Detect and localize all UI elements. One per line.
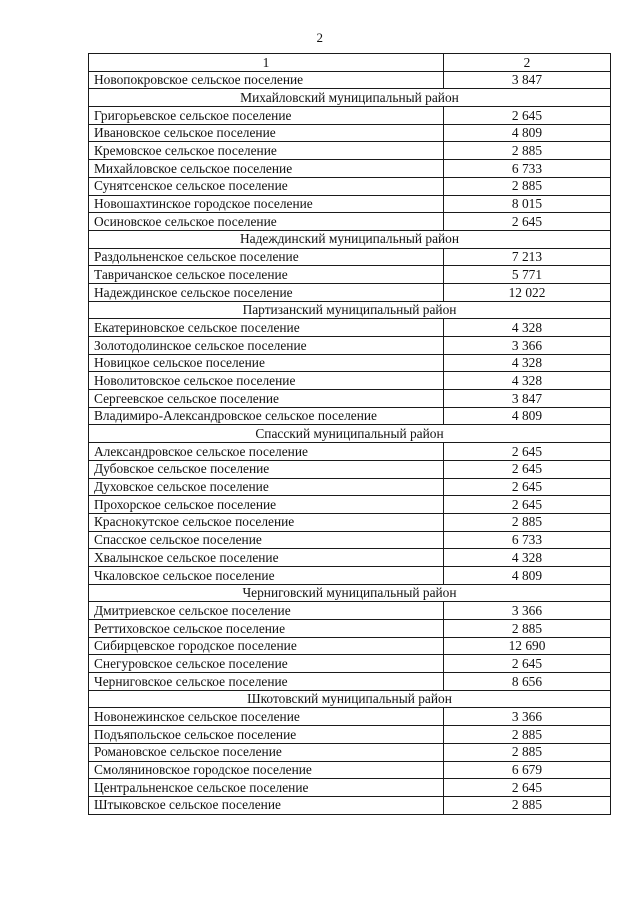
settlement-name: Григорьевское сельское поселение bbox=[89, 107, 444, 125]
table-row bbox=[89, 71, 611, 89]
settlement-name: Центральненское сельское поселение bbox=[89, 779, 444, 797]
settlement-value: 4 809 bbox=[444, 566, 611, 584]
settlement-name: Золотодолинское сельское поселение bbox=[89, 337, 444, 355]
table-row bbox=[89, 177, 611, 195]
table-row bbox=[89, 620, 611, 638]
table-row bbox=[89, 195, 611, 213]
table-row bbox=[89, 761, 611, 779]
table-row bbox=[89, 337, 611, 355]
settlement-value: 12 690 bbox=[444, 637, 611, 655]
table-row bbox=[89, 655, 611, 673]
settlement-value: 2 885 bbox=[444, 620, 611, 638]
table-row bbox=[89, 708, 611, 726]
column-header-1: 1 bbox=[89, 54, 444, 72]
table-row bbox=[89, 496, 611, 514]
settlement-name: Снегуровское сельское поселение bbox=[89, 655, 444, 673]
settlement-value: 4 809 bbox=[444, 124, 611, 142]
table-row bbox=[89, 443, 611, 461]
settlement-name: Новицкое сельское поселение bbox=[89, 354, 444, 372]
settlement-name: Краснокутское сельское поселение bbox=[89, 513, 444, 531]
settlement-name: Сибирцевское городское поселение bbox=[89, 637, 444, 655]
table-row bbox=[89, 549, 611, 567]
settlement-value: 8 656 bbox=[444, 673, 611, 691]
table-row bbox=[89, 602, 611, 620]
settlement-value: 2 645 bbox=[444, 107, 611, 125]
table-row bbox=[89, 266, 611, 284]
settlement-value: 6 733 bbox=[444, 531, 611, 549]
table-row bbox=[89, 283, 611, 301]
table-row bbox=[89, 637, 611, 655]
settlement-value: 3 366 bbox=[444, 602, 611, 620]
settlement-name: Сергеевское сельское поселение bbox=[89, 390, 444, 408]
district-header-row bbox=[89, 230, 611, 248]
page-number: 2 bbox=[316, 30, 324, 45]
settlement-value: 2 885 bbox=[444, 726, 611, 744]
settlement-value: 3 847 bbox=[444, 390, 611, 408]
settlement-name: Тавричанское сельское поселение bbox=[89, 266, 444, 284]
settlement-name: Новошахтинское городское поселение bbox=[89, 195, 444, 213]
settlement-name: Раздольненское сельское поселение bbox=[89, 248, 444, 266]
settlement-value: 2 885 bbox=[444, 177, 611, 195]
table-row bbox=[89, 213, 611, 231]
settlement-name: Дубовское сельское поселение bbox=[89, 460, 444, 478]
settlement-value: 8 015 bbox=[444, 195, 611, 213]
settlement-value: 2 885 bbox=[444, 142, 611, 160]
settlement-value: 4 328 bbox=[444, 549, 611, 567]
district-header-row bbox=[89, 301, 611, 319]
settlement-value: 3 847 bbox=[444, 71, 611, 89]
settlement-value: 2 645 bbox=[444, 779, 611, 797]
district-header-row bbox=[89, 584, 611, 602]
settlement-name: Хвалынское сельское поселение bbox=[89, 549, 444, 567]
settlement-value: 3 366 bbox=[444, 708, 611, 726]
settlement-name: Смоляниновское городское поселение bbox=[89, 761, 444, 779]
settlement-value: 2 885 bbox=[444, 796, 611, 814]
settlement-name: Подъяпольское сельское поселение bbox=[89, 726, 444, 744]
settlement-name: Чкаловское сельское поселение bbox=[89, 566, 444, 584]
table-row bbox=[89, 566, 611, 584]
table-row bbox=[89, 460, 611, 478]
settlement-value: 2 645 bbox=[444, 213, 611, 231]
settlement-name: Черниговское сельское поселение bbox=[89, 673, 444, 691]
settlement-value: 4 328 bbox=[444, 354, 611, 372]
settlement-value: 6 679 bbox=[444, 761, 611, 779]
table-row bbox=[89, 319, 611, 337]
settlement-name: Штыковское сельское поселение bbox=[89, 796, 444, 814]
settlement-name: Романовское сельское поселение bbox=[89, 743, 444, 761]
settlement-name: Сунятсенское сельское поселение bbox=[89, 177, 444, 195]
settlement-name: Дмитриевское сельское поселение bbox=[89, 602, 444, 620]
settlement-name: Владимиро-Александровское сельское поселение bbox=[89, 407, 444, 425]
district-name: Партизанский муниципальный район bbox=[89, 301, 611, 319]
settlement-name: Ивановское сельское поселение bbox=[89, 124, 444, 142]
table-row bbox=[89, 779, 611, 797]
settlement-name: Надеждинское сельское поселение bbox=[89, 283, 444, 301]
table-row bbox=[89, 248, 611, 266]
settlement-name: Михайловское сельское поселение bbox=[89, 160, 444, 178]
table-row bbox=[89, 107, 611, 125]
settlement-name: Духовское сельское поселение bbox=[89, 478, 444, 496]
settlement-name: Спасское сельское поселение bbox=[89, 531, 444, 549]
settlement-value: 4 328 bbox=[444, 372, 611, 390]
settlement-value: 4 809 bbox=[444, 407, 611, 425]
table-row bbox=[89, 743, 611, 761]
settlement-name: Реттиховское сельское поселение bbox=[89, 620, 444, 638]
settlements-table bbox=[88, 53, 611, 815]
table-row bbox=[89, 390, 611, 408]
table-row bbox=[89, 673, 611, 691]
settlement-value: 7 213 bbox=[444, 248, 611, 266]
table-row bbox=[89, 160, 611, 178]
settlement-name: Новопокровское сельское поселение bbox=[89, 71, 444, 89]
settlement-value: 2 645 bbox=[444, 460, 611, 478]
district-header-row bbox=[89, 89, 611, 107]
settlement-value: 2 885 bbox=[444, 513, 611, 531]
table-row bbox=[89, 513, 611, 531]
settlement-value: 3 366 bbox=[444, 337, 611, 355]
settlement-name: Новонежинское сельское поселение bbox=[89, 708, 444, 726]
table-row bbox=[89, 726, 611, 744]
table-body bbox=[89, 71, 611, 814]
settlement-value: 2 645 bbox=[444, 443, 611, 461]
settlement-value: 5 771 bbox=[444, 266, 611, 284]
settlement-value: 4 328 bbox=[444, 319, 611, 337]
district-name: Михайловский муниципальный район bbox=[89, 89, 611, 107]
district-name: Спасский муниципальный район bbox=[89, 425, 611, 443]
settlement-value: 6 733 bbox=[444, 160, 611, 178]
settlement-value: 12 022 bbox=[444, 283, 611, 301]
settlement-name: Александровское сельское поселение bbox=[89, 443, 444, 461]
table-row bbox=[89, 372, 611, 390]
table-row bbox=[89, 354, 611, 372]
settlement-value: 2 885 bbox=[444, 743, 611, 761]
settlement-value: 2 645 bbox=[444, 478, 611, 496]
district-header-row bbox=[89, 690, 611, 708]
district-header-row bbox=[89, 425, 611, 443]
district-name: Надеждинский муниципальный район bbox=[89, 230, 611, 248]
settlement-value: 2 645 bbox=[444, 496, 611, 514]
table-row bbox=[89, 796, 611, 814]
settlement-name: Кремовское сельское поселение bbox=[89, 142, 444, 160]
settlement-name: Новолитовское сельское поселение bbox=[89, 372, 444, 390]
column-header-2: 2 bbox=[444, 54, 611, 72]
settlement-name: Екатериновское сельское поселение bbox=[89, 319, 444, 337]
settlement-name: Осиновское сельское поселение bbox=[89, 213, 444, 231]
table-row bbox=[89, 124, 611, 142]
table-row bbox=[89, 478, 611, 496]
settlement-name: Прохорское сельское поселение bbox=[89, 496, 444, 514]
district-name: Шкотовский муниципальный район bbox=[89, 690, 611, 708]
table-row bbox=[89, 407, 611, 425]
settlement-value: 2 645 bbox=[444, 655, 611, 673]
district-name: Черниговский муниципальный район bbox=[89, 584, 611, 602]
table-row bbox=[89, 142, 611, 160]
table-row bbox=[89, 531, 611, 549]
table-header-row bbox=[89, 54, 611, 72]
